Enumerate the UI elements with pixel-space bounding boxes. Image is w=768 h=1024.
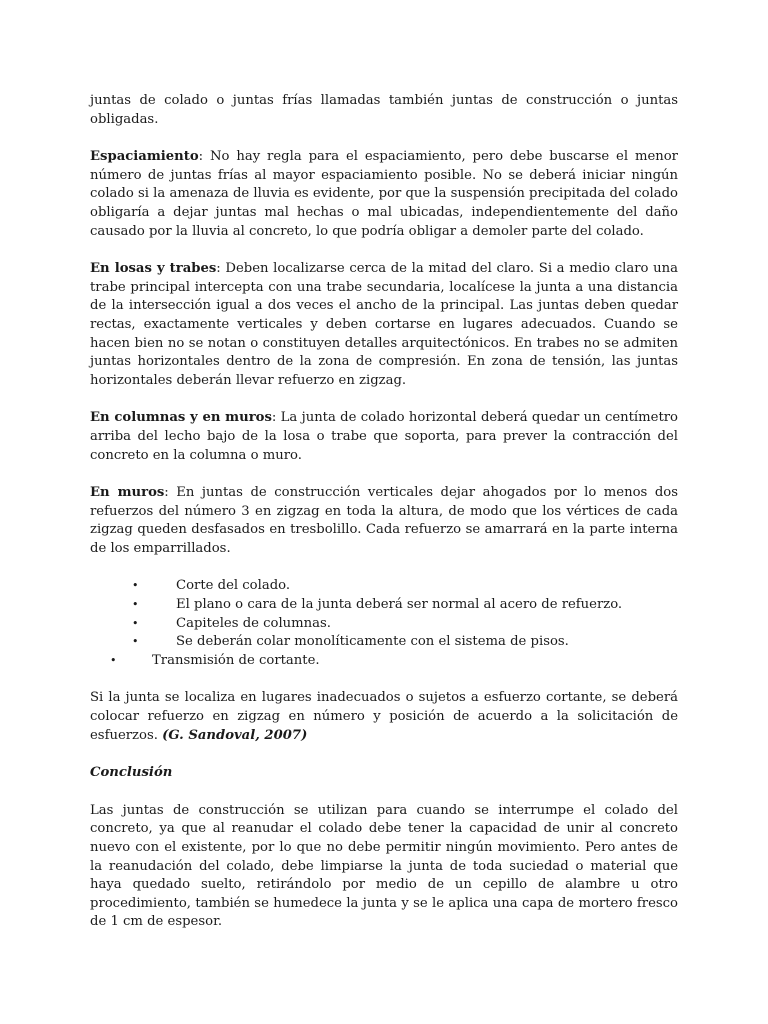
spacer [90, 465, 678, 484]
columnas-term: En columnas y en muros [90, 410, 272, 426]
spacer [90, 670, 678, 689]
spacer [90, 783, 678, 802]
document-page [90, 92, 678, 932]
spacer [90, 558, 678, 577]
columnas-paragraph [90, 409, 678, 465]
spacer [90, 745, 678, 764]
list-item-text: Corte del colado. [176, 578, 291, 594]
conclusion-heading: Conclusión [90, 765, 173, 781]
citation: (G. Sandoval, 2007) [162, 727, 308, 743]
spacer [90, 241, 678, 260]
bullet-icon: • [132, 616, 139, 630]
columnas-text: : La junta de colado horizontal deberá quedar un centímetro arriba del lecho bajo de la losa o trabe que soporta, para prever la contracción del concreto en la columna o muro. [90, 410, 678, 463]
intro-paragraph: juntas de colado o juntas frías llamadas también juntas de construcción o juntas obligadas. [90, 93, 678, 127]
muros-term: En muros [90, 485, 165, 501]
losas-term: En losas y trabes [90, 261, 217, 277]
cortante-text: Si la junta se localiza en lugares inadecuados o sujetos a esfuerzo cortante, se deberá colocar refuerzo en zigzag en número y posición de acuerdo a la solicitación de esfuerzos. [90, 690, 678, 743]
espaciamiento-paragraph [90, 148, 678, 241]
losas-paragraph [90, 260, 678, 390]
losas-text: : Deben localizarse cerca de la mitad del claro. Si a medio claro una trabe principal intercepta con una trabe secundaria, localícese la junta a una distancia de la intersección igual a dos veces el ancho de la principal. Las juntas deben quedar rectas, exactamente verticales y deben cortarse en lugares adecuados. Cuando se hacen bien no se notan o constituyen detalles arquitectónicos. En trabes no se admiten juntas horizontales dentro de la zona de compresión. En zona de tensión, las juntas horizontales deberán llevar refuerzo en zigzag. [90, 261, 678, 388]
list-item-text: Capiteles de columnas. [176, 615, 331, 631]
spacer [90, 390, 678, 409]
spacer [90, 129, 678, 148]
bullet-icon: • [132, 579, 139, 593]
list-item-text: El plano o cara de la junta deberá ser normal al acero de refuerzo. [176, 597, 623, 613]
muros-paragraph [90, 484, 678, 558]
espaciamiento-text: : No hay regla para el espaciamiento, pero debe buscarse el menor número de juntas frías al mayor espaciamiento posible. No se deberá iniciar ningún colado si la amenaza de lluvia es evidente, por que la suspensión precipitada del colado obligaría a dejar juntas mal hechas o mal ubicadas, independientemente del daño causado por la lluvia al concreto, lo que podría obligar a demoler parte del colado. [90, 149, 678, 239]
list-item-text: Se deberán colar monolíticamente con el sistema de pisos. [176, 634, 569, 650]
list-item [90, 596, 678, 615]
list-item [90, 615, 678, 634]
bullet-icon: • [132, 635, 139, 649]
bullet-icon: • [110, 653, 117, 667]
list-item [90, 633, 678, 652]
conclusion-paragraph: Las juntas de construcción se utilizan para cuando se interrumpe el colado del concreto, ya que al reanudar el colado debe tener la capacidad de unir al concreto nuevo con el existente, por lo que no debe permitir ningún movimiento. Pero antes de la reanudación del colado, debe limpiarse la junta de toda suciedad o material que haya quedado suelto, retirándolo por medio de un cepillo de alambre u otro procedimiento, también se humedece la junta y se le aplica una capa de mortero fresco de 1 cm de espesor. [90, 802, 678, 930]
cortante-paragraph [90, 689, 678, 745]
list-item [90, 652, 678, 671]
bullet-icon: • [132, 598, 139, 612]
list-item [90, 577, 678, 596]
muros-text: : En juntas de construcción verticales dejar ahogados por lo menos dos refuerzos del número 3 en zigzag en toda la altura, de modo que los vértices de cada zigzag queden desfasados en tresbolillo. Cada refuerzo se amarrará en la parte interna de los emparrillados. [90, 485, 678, 556]
espaciamiento-term: Espaciamiento [90, 149, 199, 165]
bullet-list [90, 577, 678, 670]
list-item-text: Transmisión de cortante. [152, 652, 320, 668]
